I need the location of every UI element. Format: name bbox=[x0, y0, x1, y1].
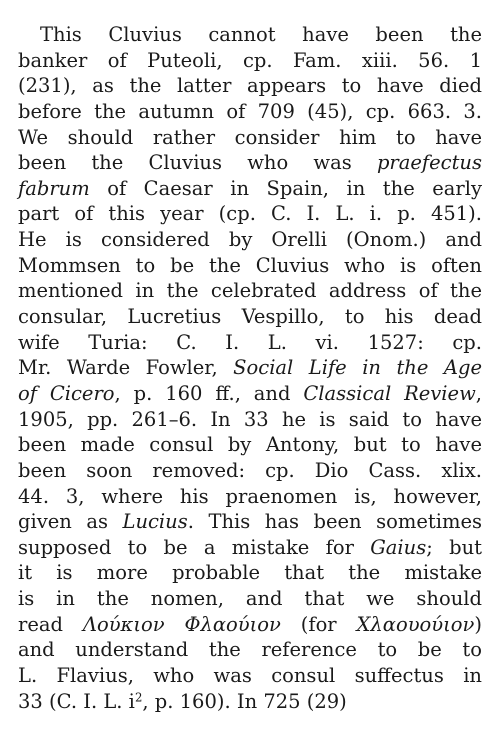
text-line bbox=[18, 355, 482, 381]
text-line bbox=[18, 201, 482, 227]
italic-run: Gaius bbox=[370, 535, 427, 559]
italic-run: Social Life in the Age bbox=[233, 356, 482, 380]
text-line bbox=[18, 560, 482, 586]
page-text-block bbox=[18, 22, 482, 714]
text-line bbox=[18, 304, 482, 330]
text-line bbox=[18, 99, 482, 125]
italic-run: Λούκιον Φλαούιον bbox=[82, 612, 281, 636]
text-line bbox=[18, 227, 482, 253]
text-run: supposed to be a mistake for bbox=[18, 535, 371, 559]
text-line bbox=[18, 689, 482, 715]
text-run: Mommsen to be the Cluvius who is often bbox=[18, 253, 482, 277]
text-line bbox=[18, 125, 482, 151]
text-line bbox=[18, 535, 482, 561]
text-run: , p. 160 ff., and bbox=[114, 381, 304, 405]
text-line bbox=[18, 150, 482, 176]
text-run: given as bbox=[18, 510, 123, 534]
text-run: (for bbox=[280, 612, 357, 636]
italic-run: Χλαουούιον bbox=[356, 612, 475, 636]
text-line bbox=[18, 22, 482, 48]
text-run: been the Cluvius who was bbox=[18, 151, 377, 175]
text-run: , p. 160). In 725 (29) bbox=[142, 689, 347, 713]
text-run: part of this year (cp. C. I. L. i. p. 451). bbox=[18, 202, 482, 226]
italic-run: Classical Review bbox=[303, 381, 476, 405]
text-line bbox=[18, 432, 482, 458]
text-run: wife Turia: C. I. L. vi. 1527: cp. bbox=[18, 330, 482, 354]
text-line bbox=[18, 48, 482, 74]
text-line bbox=[18, 381, 482, 407]
text-run: 33 (C. I. L. i bbox=[18, 689, 135, 713]
text-run: it is more probable that the mistake bbox=[18, 561, 482, 585]
text-run: read bbox=[18, 612, 83, 636]
text-run: banker of Puteoli, cp. Fam. xiii. 56. 1 bbox=[18, 48, 482, 72]
italic-run: of Cicero bbox=[18, 381, 115, 405]
text-line bbox=[18, 73, 482, 99]
text-run: . This has been sometimes bbox=[187, 510, 482, 534]
text-run: , bbox=[475, 381, 482, 405]
text-run: before the autumn of 709 (45), cp. 663. 3. bbox=[18, 99, 482, 123]
text-run: Mr. Warde Fowler, bbox=[18, 356, 234, 380]
superscript: 2 bbox=[134, 690, 143, 705]
text-line bbox=[18, 330, 482, 356]
text-run: We should rather consider him to have bbox=[18, 125, 482, 149]
italic-run: fabrum bbox=[18, 176, 90, 200]
text-run: ) bbox=[474, 612, 482, 636]
text-line bbox=[18, 253, 482, 279]
text-run: consular, Lucretius Vespillo, to his dead bbox=[18, 305, 482, 329]
text-run: and understand the reference to be to bbox=[18, 638, 482, 662]
italic-run: praefectus bbox=[376, 151, 482, 175]
text-line bbox=[18, 612, 482, 638]
paragraph bbox=[18, 22, 482, 714]
text-run: 1905, pp. 261–6. In 33 he is said to have bbox=[18, 407, 482, 431]
text-run: been made consul by Antony, but to have bbox=[18, 433, 482, 457]
text-line bbox=[18, 509, 482, 535]
text-line bbox=[18, 637, 482, 663]
text-line bbox=[18, 484, 482, 510]
text-run: L. Flavius, who was consul suffectus in bbox=[18, 664, 482, 688]
text-line bbox=[18, 663, 482, 689]
text-run: ; but bbox=[426, 535, 482, 559]
text-run: been soon removed: cp. Dio Cass. xlix. bbox=[18, 458, 482, 482]
text-line bbox=[18, 407, 482, 433]
text-run: 44. 3, where his praenomen is, however, bbox=[18, 484, 482, 508]
text-run: (231), as the latter appears to have died bbox=[18, 74, 482, 98]
text-run: mentioned in the celebrated address of the bbox=[18, 279, 482, 303]
text-line bbox=[18, 278, 482, 304]
italic-run: Lucius bbox=[122, 510, 188, 534]
text-run: This Cluvius cannot have been the bbox=[40, 23, 482, 46]
text-run: He is considered by Orelli (Onom.) and bbox=[18, 228, 482, 252]
text-line bbox=[18, 458, 482, 484]
text-line bbox=[18, 176, 482, 202]
text-run: is in the nomen, and that we should bbox=[18, 587, 482, 611]
text-line bbox=[18, 586, 482, 612]
text-run: of Caesar in Spain, in the early bbox=[89, 176, 482, 200]
